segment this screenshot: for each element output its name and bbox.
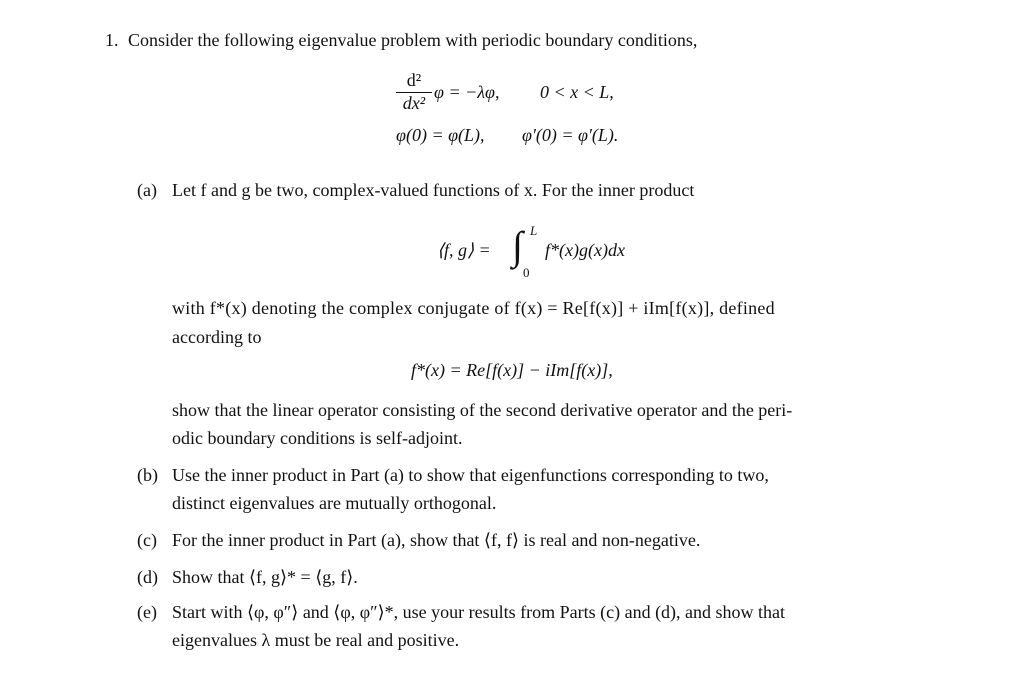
part-e-text-cont: eigenvalues λ must be real and positive. — [172, 630, 460, 650]
part-b-label: (b) — [137, 465, 158, 485]
inner-product-lhs: ⟨f, g⟩ = — [437, 240, 491, 260]
bc-derivative: φ′(0) = φ′(L). — [522, 125, 619, 145]
problem-intro: Consider the following eigenvalue problem with periodic boundary conditions, — [128, 30, 698, 50]
part-a-conjugate-text: with f*(x) denoting the complex conjugate of f(x) = Re[f(x)] + iIm[f(x)], defined — [172, 298, 775, 318]
eigen-domain: 0 < x < L, — [540, 82, 614, 102]
part-b-text: Use the inner product in Part (a) to show that eigenfunctions corresponding to two, — [172, 465, 769, 485]
part-d-text: Show that ⟨f, g⟩* = ⟨g, f⟩. — [172, 567, 358, 587]
integrand: f*(x)g(x)dx — [545, 240, 625, 260]
part-a-label: (a) — [137, 180, 157, 200]
part-a-text: Let f and g be two, complex-valued functions of x. For the inner product — [172, 180, 695, 200]
derivative-denominator: dx² — [402, 93, 426, 113]
problem-number: 1. — [105, 30, 119, 50]
part-b-text-cont: distinct eigenvalues are mutually orthogonal. — [172, 493, 497, 513]
part-d-label: (d) — [137, 567, 158, 587]
eigen-equation-rhs: φ = −λφ, — [434, 82, 500, 102]
part-e-text: Start with ⟨φ, φ″⟩ and ⟨φ, φ″⟩*, use your results from Parts (c) and (d), and show that — [172, 602, 786, 622]
part-a-show: show that the linear operator consisting of the second derivative operator and the peri- — [172, 400, 793, 420]
part-a-show-cont: odic boundary conditions is self-adjoint. — [172, 428, 463, 448]
conjugate-equation: f*(x) = Re[f(x)] − iIm[f(x)], — [411, 360, 613, 380]
integral-lower: 0 — [523, 265, 530, 280]
derivative-numerator: d² — [406, 70, 422, 90]
part-c-label: (c) — [137, 530, 157, 550]
part-c-text: For the inner product in Part (a), show that ⟨f, f⟩ is real and non-negative. — [172, 530, 701, 550]
integral-sign: ∫ — [512, 223, 523, 268]
part-e-label: (e) — [137, 602, 157, 622]
part-a-according: according to — [172, 327, 262, 347]
integral-upper: L — [530, 223, 538, 238]
bc-value: φ(0) = φ(L), — [396, 125, 485, 145]
